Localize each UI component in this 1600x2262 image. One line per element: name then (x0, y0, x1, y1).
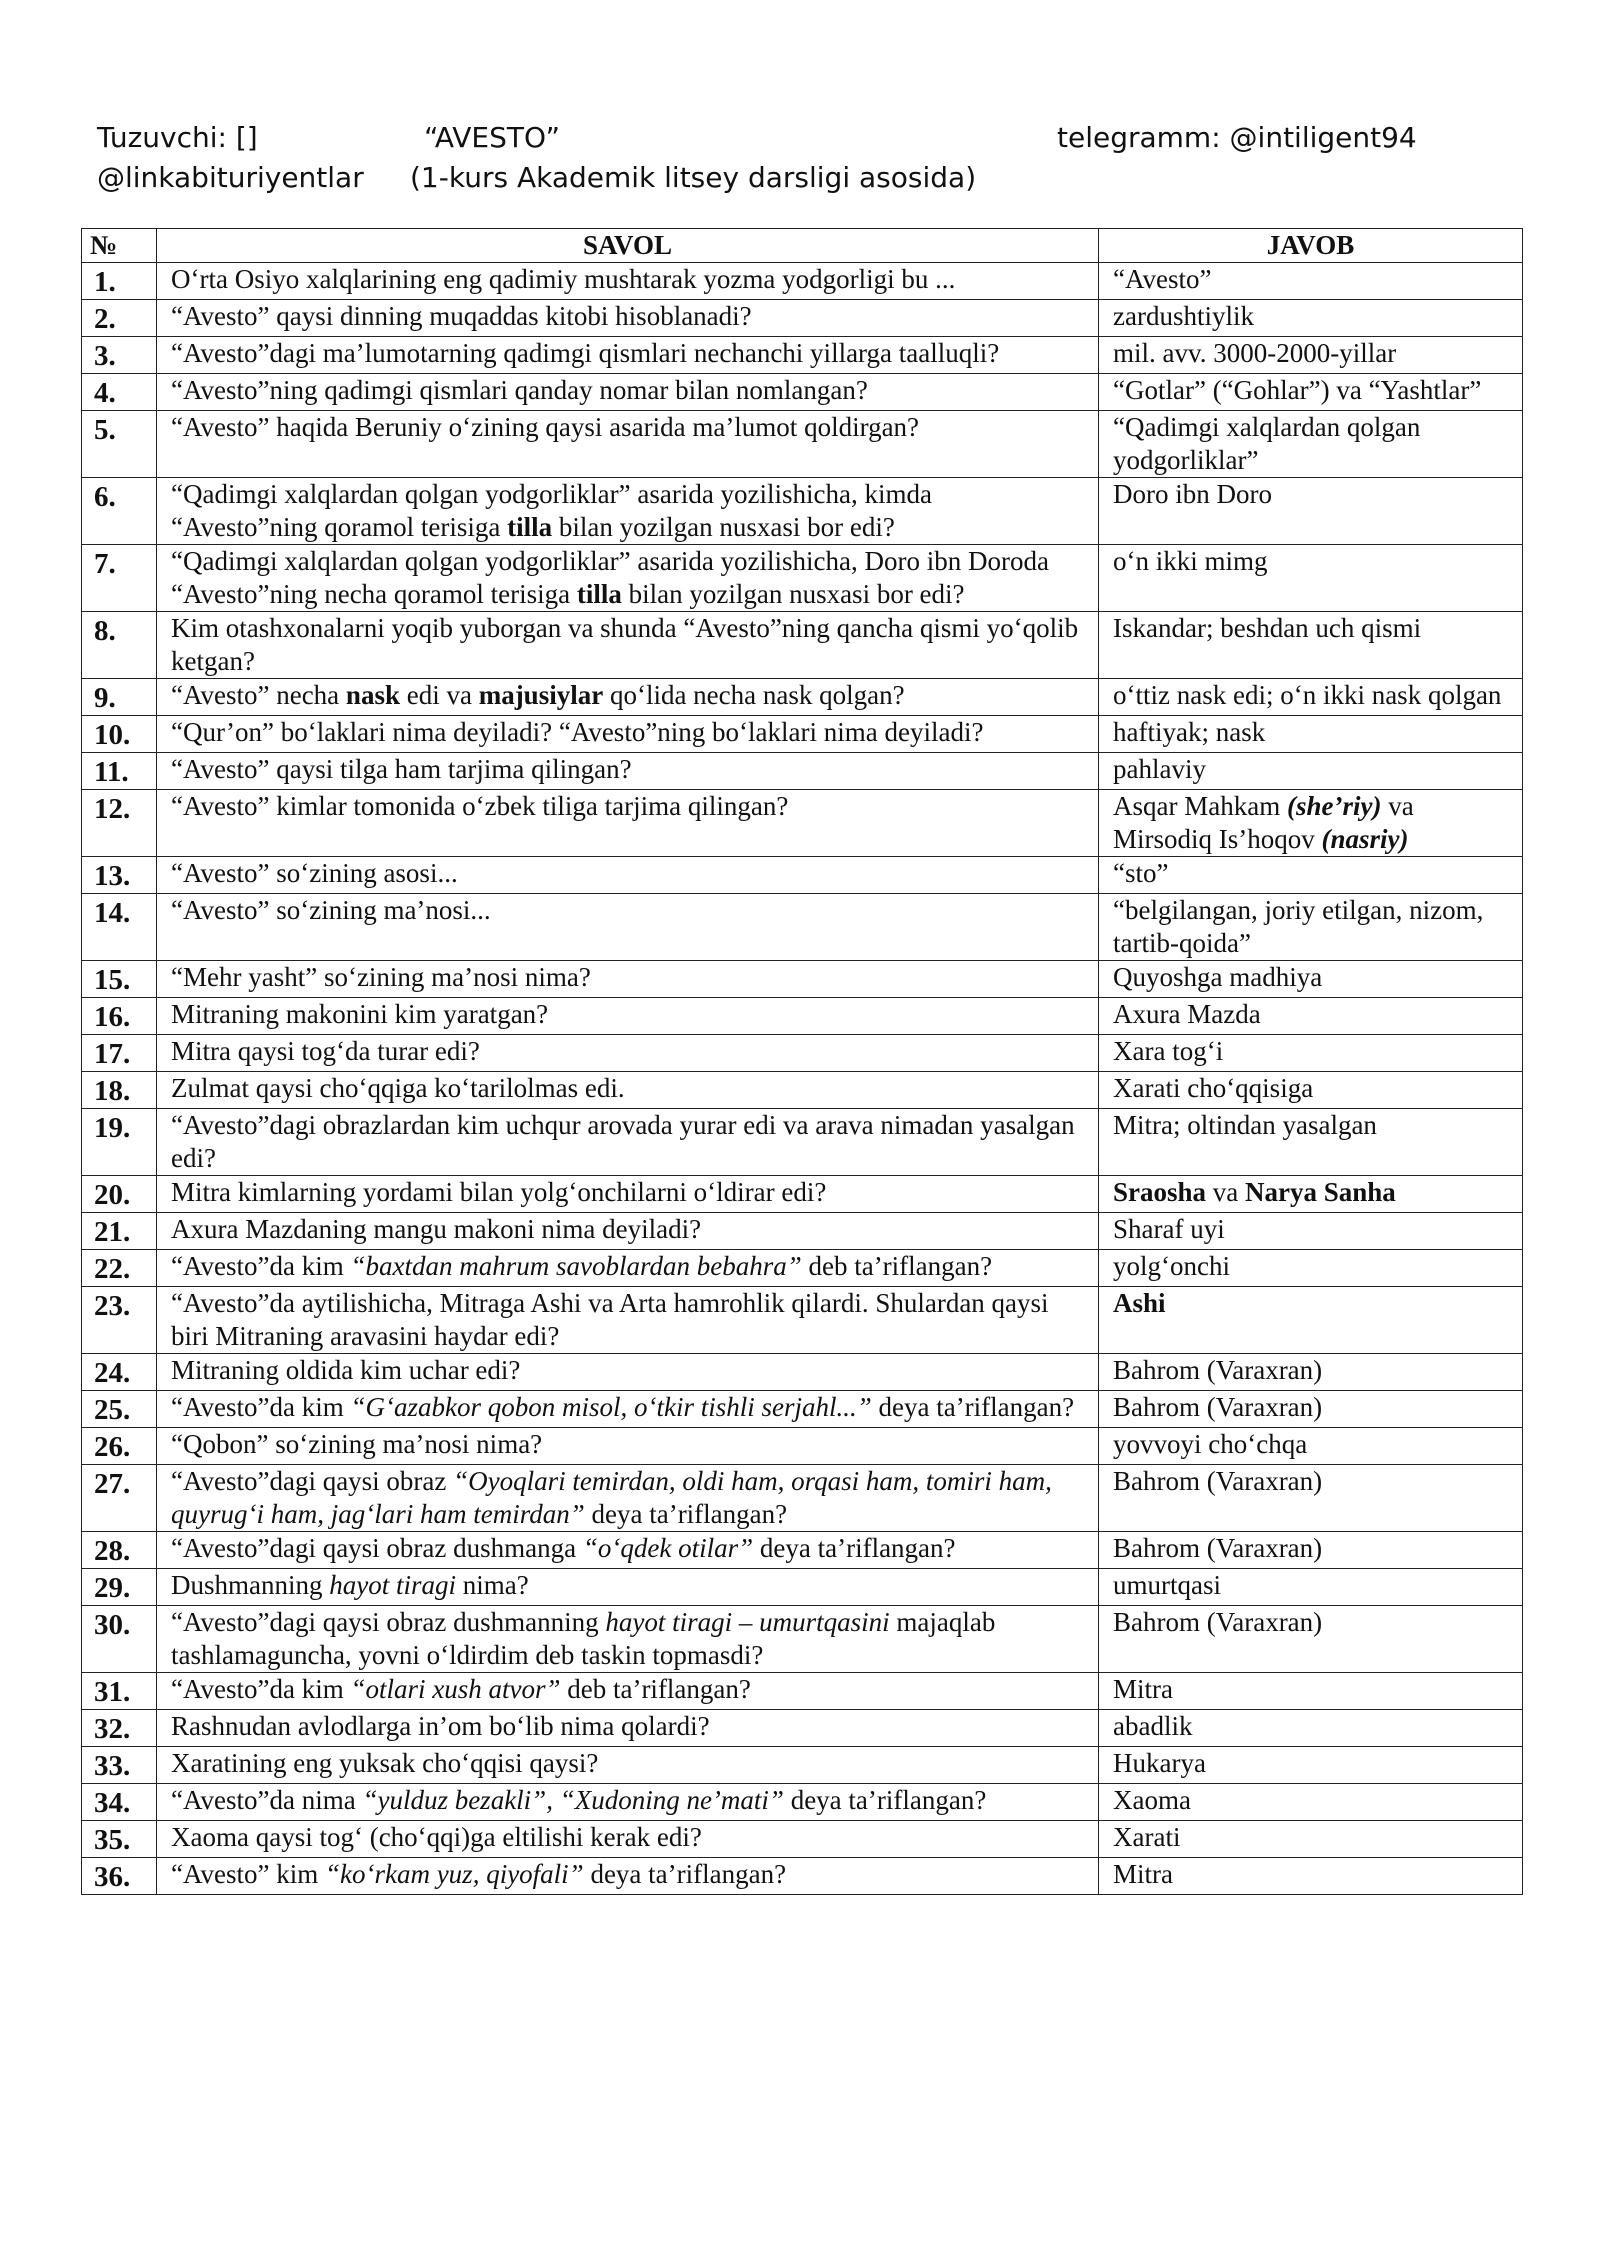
table-row (82, 679, 1523, 716)
question-cell: “Avesto” so‘zining asosi... (157, 857, 1099, 894)
header-row (82, 229, 1523, 263)
answer-cell: haftiyak; nask (1099, 716, 1523, 753)
row-number: 3. (82, 337, 157, 374)
row-number: 26. (82, 1428, 157, 1465)
table-row (82, 961, 1523, 998)
table-row (82, 1821, 1523, 1858)
row-number: 23. (82, 1287, 157, 1354)
row-number: 8. (82, 612, 157, 679)
row-number: 33. (82, 1747, 157, 1784)
row-number: 6. (82, 478, 157, 545)
answer-cell: umurtqasi (1099, 1569, 1523, 1606)
qa-table (81, 228, 1523, 1895)
channel-name: @linkabituriyentlar (97, 161, 364, 194)
answer-cell: Bahrom (Varaxran) (1099, 1354, 1523, 1391)
table-row (82, 374, 1523, 411)
row-number: 7. (82, 545, 157, 612)
question-cell: “Avesto”dagi qaysi obraz “Oyoqlari temirdan, oldi ham, orqasi ham, tomiri ham, quyrug‘i ham, jag‘lari ham temirdan” deya ta’riflangan? (157, 1465, 1099, 1532)
question-cell: Zulmat qaysi cho‘qqiga ko‘tarilolmas edi. (157, 1072, 1099, 1109)
table-row (82, 337, 1523, 374)
qa-table-body (82, 263, 1523, 1895)
answer-cell: Hukarya (1099, 1747, 1523, 1784)
question-cell: “Avesto”da kim “baxtdan mahrum savoblardan bebahra” deb ta’riflangan? (157, 1250, 1099, 1287)
answer-cell: Mitra (1099, 1673, 1523, 1710)
table-row (82, 1710, 1523, 1747)
question-cell: Kim otashxonalarni yoqib yuborgan va shunda “Avesto”ning qancha qismi yo‘qolib ketgan? (157, 612, 1099, 679)
row-number: 20. (82, 1176, 157, 1213)
question-cell: “Avesto”ning qadimgi qismlari qanday nomar bilan nomlangan? (157, 374, 1099, 411)
row-number: 30. (82, 1606, 157, 1673)
question-cell: Rashnudan avlodlarga in’om bo‘lib nima qolardi? (157, 1710, 1099, 1747)
question-cell: “Qadimgi xalqlardan qolgan yodgorliklar” asarida yozilishicha, kimda “Avesto”ning qoramol terisiga tilla bilan yozilgan nusxasi bor edi? (157, 478, 1099, 545)
question-cell: “Avesto” kimlar tomonida o‘zbek tiliga tarjima qilingan? (157, 790, 1099, 857)
question-cell: “Avesto”da kim “otlari xush atvor” deb ta’riflangan? (157, 1673, 1099, 1710)
answer-cell: zardushtiylik (1099, 300, 1523, 337)
answer-cell: “Qadimgi xalqlardan qolgan yodgorliklar” (1099, 411, 1523, 478)
row-number: 27. (82, 1465, 157, 1532)
table-row (82, 1072, 1523, 1109)
answer-cell: Xarati (1099, 1821, 1523, 1858)
table-row (82, 857, 1523, 894)
answer-cell: yolg‘onchi (1099, 1250, 1523, 1287)
answer-cell: Xaoma (1099, 1784, 1523, 1821)
row-number: 22. (82, 1250, 157, 1287)
question-cell: “Avesto” kim “ko‘rkam yuz, qiyofali” deya ta’riflangan? (157, 1858, 1099, 1895)
table-row (82, 300, 1523, 337)
question-cell: “Avesto” so‘zining ma’nosi... (157, 894, 1099, 961)
row-number: 36. (82, 1858, 157, 1895)
answer-cell: Asqar Mahkam (she’riy) va Mirsodiq Is’hoqov (nasriy) (1099, 790, 1523, 857)
row-number: 25. (82, 1391, 157, 1428)
row-number: 9. (82, 679, 157, 716)
row-number: 2. (82, 300, 157, 337)
question-cell: O‘rta Osiyo xalqlarining eng qadimiy mushtarak yozma yodgorligi bu ... (157, 263, 1099, 300)
row-number: 32. (82, 1710, 157, 1747)
answer-cell: Xara tog‘i (1099, 1035, 1523, 1072)
table-row (82, 1354, 1523, 1391)
table-row (82, 1428, 1523, 1465)
header-line-1 (97, 118, 1517, 158)
table-row (82, 545, 1523, 612)
row-number: 18. (82, 1072, 157, 1109)
table-row (82, 1673, 1523, 1710)
question-cell: Dushmanning hayot tiragi nima? (157, 1569, 1099, 1606)
table-row (82, 1784, 1523, 1821)
header-line-2 (97, 158, 1517, 198)
row-number: 17. (82, 1035, 157, 1072)
question-cell: “Avesto”da kim “G‘azabkor qobon misol, o‘tkir tishli serjahl...” deya ta’riflangan? (157, 1391, 1099, 1428)
table-row (82, 790, 1523, 857)
answer-cell: Bahrom (Varaxran) (1099, 1532, 1523, 1569)
table-row (82, 998, 1523, 1035)
table-row (82, 612, 1523, 679)
table-row (82, 1391, 1523, 1428)
answer-cell: o‘ttiz nask edi; o‘n ikki nask qolgan (1099, 679, 1523, 716)
question-cell: “Avesto”da nima “yulduz bezakli”, “Xudoning ne’mati” deya ta’riflangan? (157, 1784, 1099, 1821)
answer-cell: Sharaf uyi (1099, 1213, 1523, 1250)
answer-cell: yovvoyi cho‘chqa (1099, 1428, 1523, 1465)
row-number: 31. (82, 1673, 157, 1710)
question-cell: “Avesto” necha nask edi va majusiylar qo‘lida necha nask qolgan? (157, 679, 1099, 716)
document-subtitle: (1-kurs Akademik litsey darsligi asosida) (410, 161, 977, 194)
table-row (82, 1287, 1523, 1354)
question-cell: “Qur’on” bo‘laklari nima deyiladi? “Avesto”ning bo‘laklari nima deyiladi? (157, 716, 1099, 753)
row-number: 24. (82, 1354, 157, 1391)
author-label: Tuzuvchi: [] (97, 121, 258, 154)
table-row (82, 478, 1523, 545)
row-number: 19. (82, 1109, 157, 1176)
question-cell: Mitra qaysi tog‘da turar edi? (157, 1035, 1099, 1072)
table-row (82, 263, 1523, 300)
row-number: 13. (82, 857, 157, 894)
answer-cell: “Avesto” (1099, 263, 1523, 300)
answer-cell: Bahrom (Varaxran) (1099, 1465, 1523, 1532)
table-row (82, 1213, 1523, 1250)
answer-cell: Iskandar; beshdan uch qismi (1099, 612, 1523, 679)
answer-cell: Bahrom (Varaxran) (1099, 1606, 1523, 1673)
answer-cell: “sto” (1099, 857, 1523, 894)
question-cell: Axura Mazdaning mangu makoni nima deyiladi? (157, 1213, 1099, 1250)
answer-cell: Axura Mazda (1099, 998, 1523, 1035)
answer-cell: o‘n ikki mimg (1099, 545, 1523, 612)
question-cell: Mitra kimlarning yordami bilan yolg‘onchilarni o‘ldirar edi? (157, 1176, 1099, 1213)
question-cell: Xaratining eng yuksak cho‘qqisi qaysi? (157, 1747, 1099, 1784)
answer-cell: Mitra (1099, 1858, 1523, 1895)
question-cell: “Mehr yasht” so‘zining ma’nosi nima? (157, 961, 1099, 998)
answer-cell: Sraosha va Narya Sanha (1099, 1176, 1523, 1213)
table-row (82, 1858, 1523, 1895)
qa-table-head (82, 229, 1523, 263)
question-cell: “Avesto”dagi qaysi obraz dushmanga “o‘qdek otilar” deya ta’riflangan? (157, 1532, 1099, 1569)
answer-cell: “belgilangan, joriy etilgan, nizom, tartib-qoida” (1099, 894, 1523, 961)
row-number: 16. (82, 998, 157, 1035)
column-header-question: SAVOL (157, 229, 1099, 263)
row-number: 4. (82, 374, 157, 411)
row-number: 5. (82, 411, 157, 478)
question-cell: Xaoma qaysi tog‘ (cho‘qqi)ga eltilishi kerak edi? (157, 1821, 1099, 1858)
table-row (82, 411, 1523, 478)
table-row (82, 1569, 1523, 1606)
question-cell: “Avesto” haqida Beruniy o‘zining qaysi asarida ma’lumot qoldirgan? (157, 411, 1099, 478)
row-number: 34. (82, 1784, 157, 1821)
table-row (82, 1109, 1523, 1176)
question-cell: “Avesto” qaysi dinning muqaddas kitobi hisoblanadi? (157, 300, 1099, 337)
answer-cell: Bahrom (Varaxran) (1099, 1391, 1523, 1428)
answer-cell: Quyoshga madhiya (1099, 961, 1523, 998)
question-cell: “Avesto”dagi qaysi obraz dushmanning hayot tiragi – umurtqasini majaqlab tashlamaguncha, yovni o‘ldirdim deb taskin topmasdi? (157, 1606, 1099, 1673)
table-row (82, 1747, 1523, 1784)
answer-cell: Ashi (1099, 1287, 1523, 1354)
answer-cell: mil. avv. 3000-2000-yillar (1099, 337, 1523, 374)
question-cell: Mitraning oldida kim uchar edi? (157, 1354, 1099, 1391)
answer-cell: pahlaviy (1099, 753, 1523, 790)
table-row (82, 1465, 1523, 1532)
question-cell: “Avesto”dagi ma’lumotarning qadimgi qismlari nechanchi yillarga taalluqli? (157, 337, 1099, 374)
row-number: 35. (82, 1821, 157, 1858)
telegram-contact: telegramm: @intiligent94 (1057, 121, 1417, 154)
column-header-answer: JAVOB (1099, 229, 1523, 263)
table-row (82, 1035, 1523, 1072)
row-number: 28. (82, 1532, 157, 1569)
question-cell: “Avesto”da aytilishicha, Mitraga Ashi va Arta hamrohlik qilardi. Shulardan qaysi biri Mitraning aravasini haydar edi? (157, 1287, 1099, 1354)
table-row (82, 1250, 1523, 1287)
row-number: 21. (82, 1213, 157, 1250)
row-number: 10. (82, 716, 157, 753)
table-row (82, 1606, 1523, 1673)
answer-cell: abadlik (1099, 1710, 1523, 1747)
question-cell: “Qobon” so‘zining ma’nosi nima? (157, 1428, 1099, 1465)
table-row (82, 753, 1523, 790)
question-cell: “Avesto” qaysi tilga ham tarjima qilingan? (157, 753, 1099, 790)
table-row (82, 894, 1523, 961)
row-number: 15. (82, 961, 157, 998)
row-number: 29. (82, 1569, 157, 1606)
answer-cell: “Gotlar” (“Gohlar”) va “Yashtlar” (1099, 374, 1523, 411)
answer-cell: Doro ibn Doro (1099, 478, 1523, 545)
row-number: 12. (82, 790, 157, 857)
row-number: 11. (82, 753, 157, 790)
table-row (82, 1532, 1523, 1569)
question-cell: Mitraning makonini kim yaratgan? (157, 998, 1099, 1035)
row-number: 1. (82, 263, 157, 300)
document-title: “AVESTO” (424, 121, 561, 154)
table-row (82, 1176, 1523, 1213)
table-row (82, 716, 1523, 753)
row-number: 14. (82, 894, 157, 961)
document-header (97, 118, 1517, 198)
answer-cell: Mitra; oltindan yasalgan (1099, 1109, 1523, 1176)
question-cell: “Avesto”dagi obrazlardan kim uchqur arovada yurar edi va arava nimadan yasalgan edi? (157, 1109, 1099, 1176)
question-cell: “Qadimgi xalqlardan qolgan yodgorliklar” asarida yozilishicha, Doro ibn Doroda “Avesto”ning necha qoramol terisiga tilla bilan yozilgan nusxasi bor edi? (157, 545, 1099, 612)
answer-cell: Xarati cho‘qqisiga (1099, 1072, 1523, 1109)
column-header-number: № (82, 229, 157, 263)
